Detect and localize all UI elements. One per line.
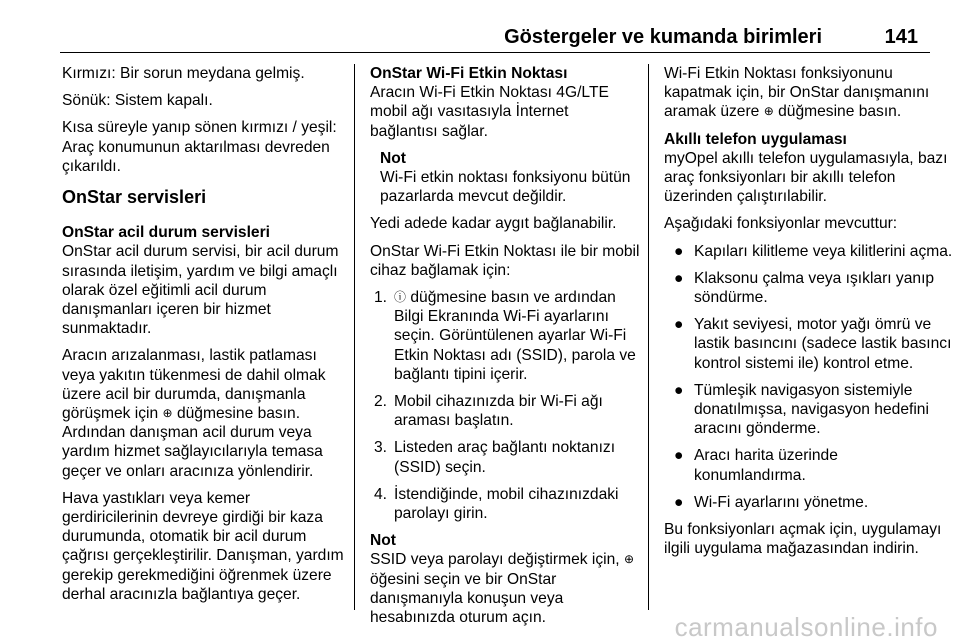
column-2 <box>370 64 640 627</box>
note-block <box>370 531 640 627</box>
paragraph <box>62 346 344 480</box>
step-number: 1. <box>374 289 388 307</box>
bullet-icon: ● <box>674 447 684 465</box>
list-item <box>370 485 640 523</box>
step-text: düğmesine basın ve ardından Bilgi Ekranında Wi-Fi ayarlarını seçin. Görüntülenen ayarlar Wi-Fi Etkin Noktası adı (SSID), parola ve bağlantı tipini içerir. <box>394 289 636 383</box>
list-item-text: Wi-Fi ayarlarını yönetme. <box>694 493 869 511</box>
subsection-heading: Akıllı telefon uygulaması <box>664 130 847 148</box>
onstar-button-icon: ⊕ <box>162 406 173 421</box>
list-item-text: Yakıt seviyesi, motor yağı ömrü ve lastik basıncını (sadece lastik basıncı kontrol sistemi ile) kontrol etme. <box>694 316 952 372</box>
page-number: 141 <box>884 26 918 48</box>
paragraph: Sönük: Sistem kapalı. <box>62 92 213 110</box>
bullet-icon: ● <box>674 381 684 399</box>
bullet-icon: ● <box>674 242 684 260</box>
list-item <box>664 242 954 261</box>
note-title: Not <box>370 532 396 550</box>
list-item <box>370 392 640 430</box>
paragraph: Kırmızı: Bir sorun meydana gelmiş. <box>62 65 305 82</box>
list-item <box>664 269 954 307</box>
list-item-text: Klaksonu çalma veya ışıkları yanıp söndürme. <box>694 269 935 307</box>
paragraph: Aracın Wi-Fi Etkin Noktası 4G/LTE mobil ağı vasıtasıyla İnternet bağlantısı sağlar. <box>370 84 609 140</box>
paragraph <box>664 64 954 122</box>
paragraph: Hava yastıkları veya kemer gerdiricilerinin devreye girdiği bir kaza durumunda, otomatik bir acil durum çağrısı gerçekleştirilir. Danışman, yardım gerekip gerekmediğini öğrenmek üzere derhal aracınızla bağlantıya geçer. <box>62 489 344 603</box>
paragraph-text: düğmesine basın. Ardından danışman acil durum veya yardım hizmet sağlayıcılarıyla temasa geçer ve onları aracınıza yönlendirir. <box>62 405 323 480</box>
list-item-text: Kapıları kilitleme veya kilitlerini açma. <box>694 242 953 260</box>
list-item-text: Tümleşik navigasyon sistemiyle donatılmışsa, navigasyon hedefini aracını gönderme. <box>694 381 929 438</box>
paragraph: Aşağıdaki fonksiyonlar mevcuttur: <box>664 215 898 233</box>
note-title: Not <box>380 149 406 167</box>
header-rule <box>60 52 930 53</box>
step-number: 4. <box>374 485 388 503</box>
onstar-button-icon: ⊕ <box>623 552 635 567</box>
paragraph: OnStar acil durum servisi, bir acil durum sırasında iletişim, yardım ve bilgi amaçlı olarak özel eğitimli acil durum danışmanları içeren bir hizmet sunmaktadır. <box>62 243 339 338</box>
paragraph: myOpel akıllı telefon uygulamasıyla, bazı araç fonksiyonları bir akıllı telefon üzerinden çalıştırılabilir. <box>664 149 948 206</box>
list-item <box>664 446 954 484</box>
list-item <box>370 438 640 476</box>
page-header <box>60 0 930 56</box>
note-text-part: öğesini seçin ve bir OnStar danışmanıyla konuşun veya hesabınızda oturum açın. <box>370 570 564 627</box>
step-number: 2. <box>374 393 388 411</box>
step-text: İstendiğinde, mobil cihazınızdaki parolayı girin. <box>394 485 619 523</box>
page-title: Göstergeler ve kumanda birimleri <box>504 26 822 48</box>
list-item <box>370 288 640 384</box>
onstar-button-icon: ⊕ <box>763 104 774 119</box>
note-text: Wi-Fi etkin noktası fonksiyonu bütün pazarlarda mevcut değildir. <box>380 169 631 206</box>
wifi-button-icon: ⓘ <box>394 290 407 305</box>
column-3 <box>664 64 954 566</box>
paragraph-text: Wi-Fi Etkin Noktası fonksiyonunu kapatmak için, bir OnStar danışmanını aramak üzere <box>664 65 930 121</box>
column-1 <box>62 64 344 612</box>
note-block <box>380 149 640 207</box>
paragraph: Yedi adede kadar aygıt bağlanabilir. <box>370 215 617 233</box>
paragraph: Bu fonksiyonları açmak için, uygulamayı ilgili uygulama mağazasından indirin. <box>664 521 942 558</box>
bullet-icon: ● <box>674 269 684 287</box>
note-text <box>370 550 640 627</box>
list-item <box>664 493 954 512</box>
subsection-heading: OnStar acil durum servisleri <box>62 224 271 242</box>
section-heading: OnStar servisleri <box>62 187 207 208</box>
paragraph: Kısa süreyle yanıp sönen kırmızı / yeşil: Araç konumunun aktarılması devreden çıkarıldı. <box>62 119 337 175</box>
bullet-icon: ● <box>674 493 684 511</box>
list-item <box>664 315 954 373</box>
watermark: carmanualsonline.info <box>674 612 938 642</box>
step-text: Mobil cihazınızda bir Wi-Fi ağı araması başlatın. <box>394 393 603 430</box>
paragraph-text: düğmesine basın. <box>778 103 902 121</box>
paragraph-text: Aracın arızalanması, lastik patlaması veya yakıtın tükenmesi de dahil olmak üzere acil bir durumda, danışmanla görüşmek için <box>62 347 326 423</box>
steps-list <box>370 288 640 523</box>
list-item <box>664 381 954 439</box>
list-item-text: Aracı harita üzerinde konumlandırma. <box>694 447 838 484</box>
column-divider-2 <box>648 64 649 610</box>
bullet-icon: ● <box>674 316 684 334</box>
feature-list <box>664 242 954 512</box>
step-text: Listeden araç bağlantı noktanızı (SSID) seçin. <box>394 439 616 476</box>
paragraph: OnStar Wi-Fi Etkin Noktası ile bir mobil cihaz bağlamak için: <box>370 242 640 279</box>
subsection-heading: OnStar Wi-Fi Etkin Noktası <box>370 65 568 82</box>
step-number: 3. <box>374 439 388 457</box>
column-divider-1 <box>354 64 355 610</box>
note-text-part: SSID veya parolayı değiştirmek için, <box>370 551 620 569</box>
